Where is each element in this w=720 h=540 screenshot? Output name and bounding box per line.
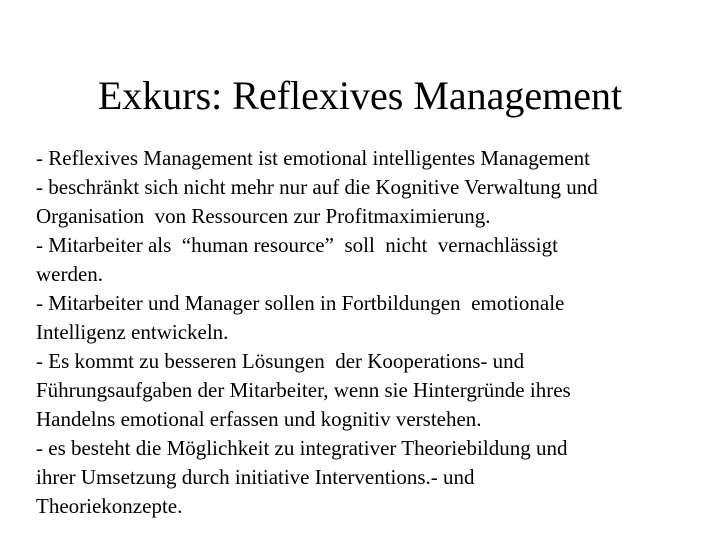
body-line: werden. [36,262,104,286]
slide-title: Exkurs: Reflexives Management [97,73,623,118]
body-line: - beschränkt sich nicht mehr nur auf die Kognitive Verwaltung und [36,175,598,199]
body-line: - Mitarbeiter und Manager sollen in Fortbildungen emotionale [36,291,565,315]
body-line: Theoriekonzepte. [36,494,183,518]
body-line: - Mitarbeiter als “human resource” soll nicht vernachlässigt [36,233,558,257]
body-line: Führungsaufgaben der Mitarbeiter, wenn sie Hintergründe ihres [36,378,571,402]
body-line: - es besteht die Möglichkeit zu integrativer Theoriebildung und [36,436,568,460]
body-line: - Es kommt zu besseren Lösungen der Kooperations- und [36,349,525,373]
body-line: - Reflexives Management ist emotional intelligentes Management [36,146,591,170]
body-line: ihrer Umsetzung durch initiative Interventions.- und [36,465,475,489]
body-line: Handelns emotional erfassen und kognitiv verstehen. [36,407,482,431]
slide-body [36,144,716,521]
body-line: Organisation von Ressourcen zur Profitmaximierung. [36,204,491,228]
body-line: Intelligenz entwickeln. [36,320,229,344]
